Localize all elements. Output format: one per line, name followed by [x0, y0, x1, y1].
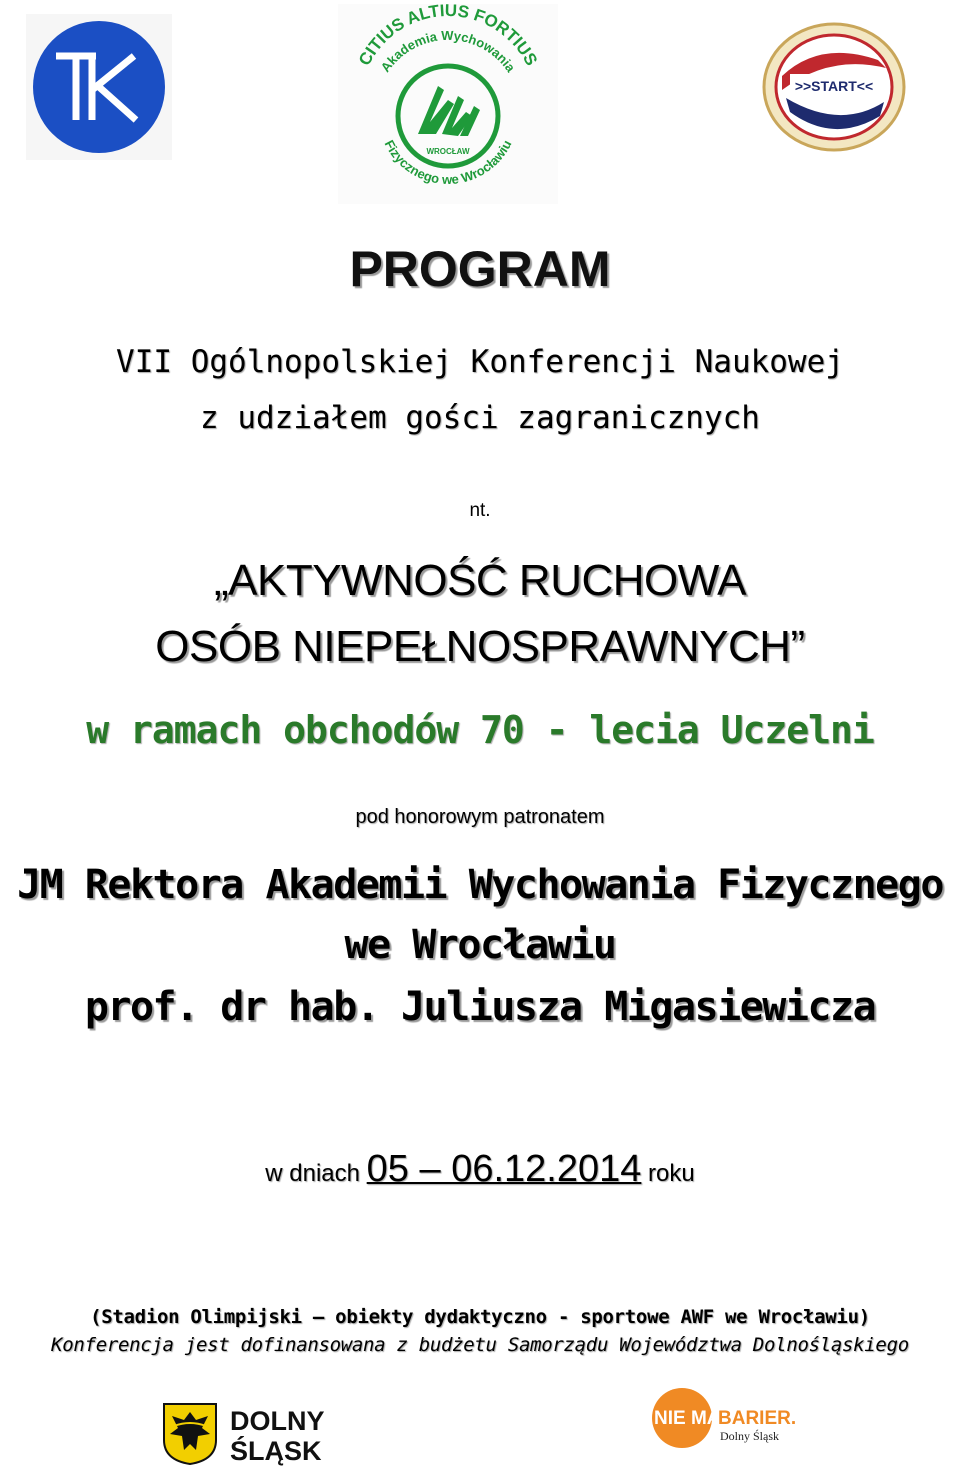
svg-text:DOLNY: DOLNY — [230, 1406, 325, 1436]
awf-wroclaw-seal — [338, 4, 558, 204]
svg-text:ŚLĄSK: ŚLĄSK — [230, 1436, 322, 1466]
patron-line-1: JM Rektora Akademii Wychowania Fizycznego — [17, 862, 943, 908]
dates-value: 05 – 06.12.2014 — [366, 1148, 642, 1190]
patron-line-3: prof. dr hab. Juliusza Migasiewicza — [84, 984, 876, 1030]
start-club-logo — [760, 20, 908, 154]
svg-text:Fizycznego we Wrocławiu: Fizycznego we Wrocławiu — [381, 137, 515, 188]
venue-note: (Stadion Olimpijski – obiekty dydaktyczno - sportowe AWF we Wrocławiu) — [90, 1306, 870, 1328]
dolny-slask-eagle-icon — [160, 1400, 360, 1466]
awf-wroclaw-seal-icon — [338, 4, 558, 204]
topic-line-1: „AKTYWNOŚĆ RUCHOWA — [213, 556, 747, 605]
patron-line-2: we Wrocławiu — [344, 922, 616, 968]
dates-suffix: roku — [648, 1160, 695, 1187]
topic-line-2: OSÓB NIEPEŁNOSPRAWNYCH” — [155, 622, 805, 671]
svg-text:WROCŁAW: WROCŁAW — [426, 147, 470, 156]
svg-text:BARIER.: BARIER. — [718, 1408, 797, 1429]
svg-text:Dolny Śląsk: Dolny Śląsk — [720, 1429, 780, 1443]
patronage-label: pod honorowym patronatem — [355, 806, 605, 828]
svg-text:CITIUS ALTIUS FORTIUS: CITIUS ALTIUS FORTIUS — [354, 4, 542, 69]
start-club-logo-icon — [760, 20, 908, 154]
dates-prefix: w dniach — [265, 1160, 360, 1187]
funding-note: Konferencja jest dofinansowana z budżetu Samorządu Województwa Dolnośląskiego — [51, 1334, 909, 1356]
svg-text:Akademia Wychowania: Akademia Wychowania — [377, 27, 519, 75]
tk-logo-icon — [26, 14, 172, 160]
event-dates — [0, 1148, 960, 1191]
page-title: PROGRAM — [349, 241, 611, 297]
svg-text:>>START<<: >>START<< — [794, 78, 874, 94]
nie-ma-barier-logo-icon — [648, 1386, 798, 1450]
nie-ma-barier-logo — [648, 1386, 798, 1450]
tk-logo — [26, 14, 172, 160]
conference-title-line-1: VII Ogólnopolskiej Konferencji Naukowej — [116, 344, 844, 380]
svg-text:NIE MA: NIE MA — [654, 1408, 721, 1429]
anniversary-note: w ramach obchodów 70 - lecia Uczelni — [86, 708, 874, 752]
dolny-slask-logo — [160, 1400, 360, 1466]
topic-prefix: nt. — [469, 500, 491, 521]
conference-title-line-2: z udziałem gości zagranicznych — [200, 400, 760, 436]
